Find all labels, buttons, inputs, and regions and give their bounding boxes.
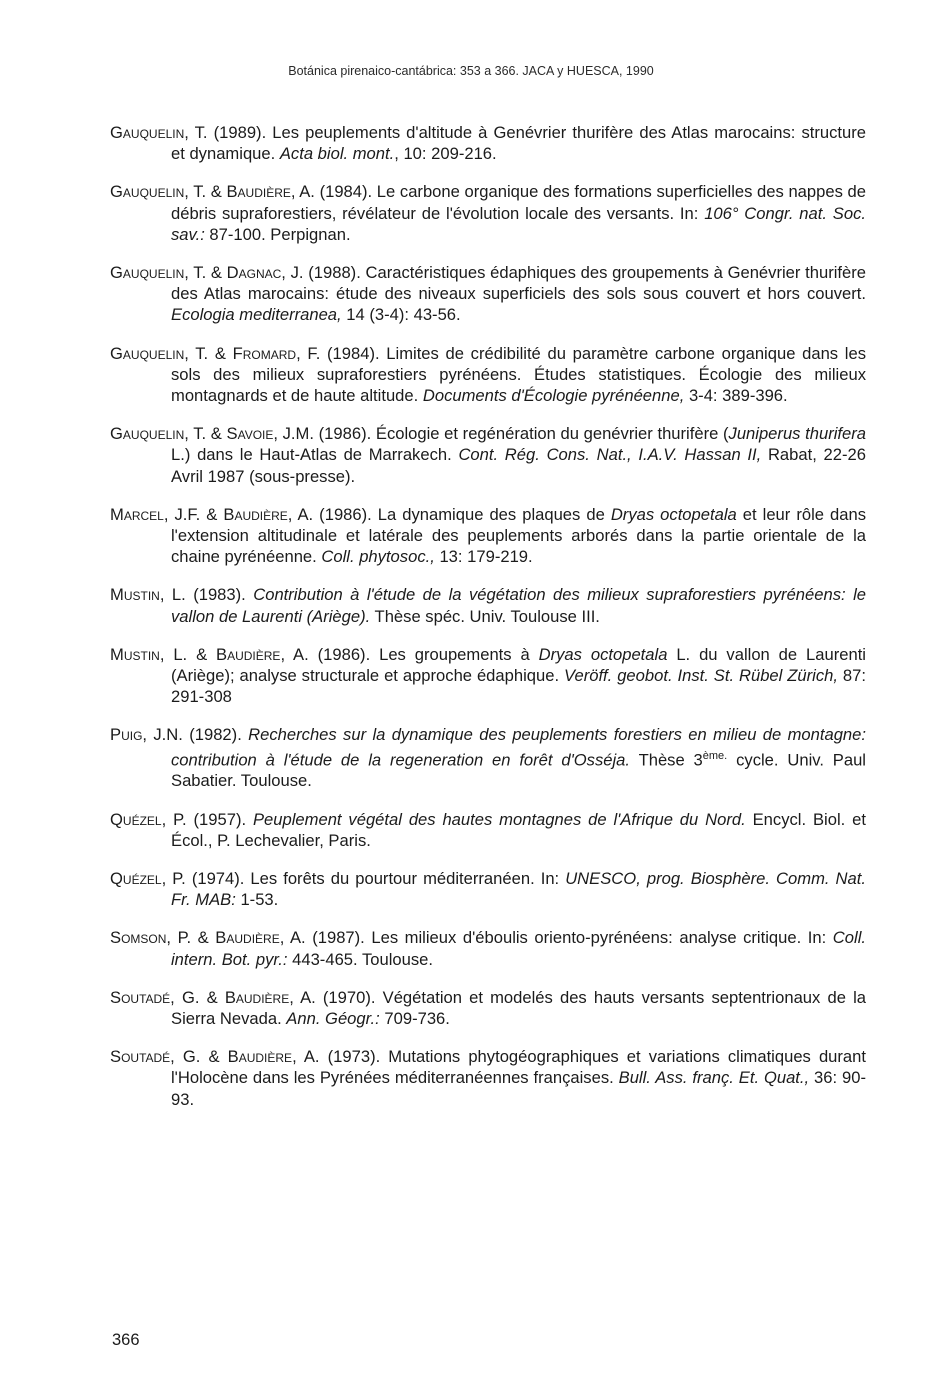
- reference-journal: 106° Congr. nat. Soc. sav.:: [171, 203, 866, 244]
- reference-item: [110, 181, 866, 245]
- reference-journal: Coll. phytosoc.,: [321, 547, 435, 567]
- reference-authors: Puig, J.N.: [110, 725, 183, 745]
- reference-journal: Coll. intern. Bot. pyr.:: [171, 928, 866, 969]
- reference-authors: Quézel, P.: [110, 869, 186, 889]
- reference-authors: Mustin, L. & Baudière, A.: [110, 644, 309, 664]
- reference-text: (1989). Les peuplements d'altitude à Genévrier thurifère des Atlas marocains: structure et dynamique.: [171, 123, 866, 164]
- reference-text: (1984). Le carbone organique des formations superficielles des nappes de débris supraforestiers, révélateur de l'évolution locale des versants. In:: [171, 182, 866, 223]
- reference-journal: Veröff. geobot. Inst. St. Rübel Zürich,: [564, 666, 838, 686]
- reference-text: (1982).: [182, 725, 249, 745]
- reference-tail: , 10: 209-216.: [394, 144, 497, 164]
- reference-superscript: ème.: [702, 749, 728, 762]
- reference-journal: Ann. Géogr.:: [286, 1009, 380, 1029]
- reference-text: (1988). Caractéristiques édaphiques des groupements à Genévrier thurifère des Atlas marocains: étude des niveaux superficiels des sols sous couvert et hors couvert.: [171, 263, 867, 304]
- reference-text-2: L.) dans le Haut-Atlas de Marrakech.: [171, 445, 459, 465]
- reference-text: (1986). Écologie et regénération du genévrier thurifère (: [313, 424, 729, 444]
- reference-tail: Encycl. Biol. et Écol., P. Lechevalier, Paris.: [171, 809, 866, 850]
- reference-text: (1987). Les milieux d'éboulis oriento-pyrénéens: analyse critique. In:: [305, 928, 833, 948]
- reference-species: Juniperus thurifera: [728, 424, 866, 444]
- reference-item: [110, 927, 866, 969]
- reference-authors: Quézel, P.: [110, 809, 187, 829]
- reference-tail: Rabat, 22-26 Avril 1987 (sous-presse).: [171, 445, 866, 486]
- reference-text-2: Thèse 3: [630, 750, 703, 770]
- reference-journal: Cont. Rég. Cons. Nat., I.A.V. Hassan II,: [458, 445, 762, 465]
- reference-text: (1986). Les groupements à: [308, 644, 539, 664]
- reference-text: (1974). Les forêts du pourtour méditerranéen. In:: [185, 869, 566, 889]
- reference-tail: 13: 179-219.: [434, 547, 533, 567]
- reference-item: [110, 644, 866, 708]
- reference-text: (1984). Limites de crédibilité du paramètre carbone organique dans les sols des milieux supraforestiers pyrénéens. Études statistiques. Écologie des milieux montagnards et de haute altitude.: [171, 343, 866, 406]
- reference-journal: Documents d'Écologie pyrénéenne,: [422, 386, 685, 406]
- reference-authors: Gauquelin, T. & Dagnac, J.: [110, 263, 304, 283]
- page-number: 366: [112, 1331, 140, 1349]
- reference-authors: Gauquelin, T.: [110, 123, 208, 142]
- reference-item: [110, 122, 866, 164]
- reference-title: Peuplement végétal des hautes montagnes de l'Afrique du Nord.: [252, 809, 746, 829]
- reference-journal: UNESCO, prog. Biosphère. Comm. Nat. Fr. MAB:: [171, 869, 866, 910]
- reference-item: [110, 987, 866, 1029]
- reference-authors: Gauquelin, T. & Baudière, A.: [110, 182, 315, 202]
- reference-item: [110, 343, 866, 407]
- reference-authors: Gauquelin, T. & Fromard, F.: [110, 343, 321, 363]
- reference-item: [110, 809, 866, 851]
- reference-authors: Mustin, L.: [110, 585, 186, 605]
- reference-authors: Somson, P. & Baudière, A.: [110, 928, 306, 948]
- reference-item: [110, 423, 866, 487]
- reference-tail: 14 (3-4): 43-56.: [341, 305, 461, 325]
- reference-item: [110, 262, 866, 326]
- reference-text-2: et leur rôle dans l'extension altitudinale et latérale des peuplements arborés dans la partie orientale de la chaine pyrénéenne.: [171, 504, 866, 567]
- reference-tail: Thèse spéc. Univ. Toulouse III.: [370, 606, 600, 626]
- reference-text: (1957).: [186, 809, 253, 829]
- reference-tail: 443-465. Toulouse.: [287, 949, 433, 969]
- reference-tail: 87: 291-308: [171, 666, 866, 707]
- reference-item: [110, 868, 866, 910]
- reference-text-2: L. du vallon de Laurenti (Ariège); analyse structurale et approche édaphique.: [171, 644, 866, 686]
- reference-item: [110, 1046, 866, 1110]
- running-header: Botánica pirenaico-cantábrica: 353 a 366. JACA y HUESCA, 1990: [288, 64, 654, 78]
- reference-journal: Ecologia mediterranea,: [171, 305, 342, 325]
- reference-journal: Bull. Ass. franç. Et. Quat.,: [618, 1068, 810, 1088]
- reference-title: Contribution à l'étude de la végétation des milieux supraforestiers pyrénéens: le vallon de Laurenti (Ariège).: [171, 585, 866, 626]
- reference-tail: 709-736.: [379, 1009, 450, 1029]
- reference-authors: Marcel, J.F. & Baudière, A.: [110, 504, 314, 524]
- reference-authors: Gauquelin, T. & Savoie, J.M.: [110, 424, 314, 444]
- reference-tail: 36: 90-93.: [171, 1068, 866, 1109]
- reference-list: [110, 122, 866, 1127]
- reference-journal: Acta biol. mont.: [279, 144, 395, 164]
- reference-item: [110, 504, 866, 568]
- reference-text: (1973). Mutations phytogéographiques et variations climatiques durant l'Holocène dans les Pyrénées méditerranéennes françaises.: [171, 1047, 866, 1088]
- reference-text: (1986). La dynamique des plaques de: [313, 504, 611, 524]
- reference-title: Recherches sur la dynamique des peuplements forestiers en milieu de montagne: contribution à l'étude de la regeneration en forêt d'Osséja.: [171, 725, 866, 770]
- reference-authors: Soutadé, G. & Baudière, A.: [110, 987, 316, 1007]
- reference-species: Dryas octopetala: [538, 644, 668, 664]
- reference-tail: 3-4: 389-396.: [684, 386, 788, 406]
- reference-text: (1970). Végétation et modelés des hauts versants septentrionaux de la Sierra Nevada.: [171, 987, 866, 1029]
- reference-authors: Soutadé, G. & Baudière, A.: [110, 1047, 320, 1067]
- reference-tail: 1-53.: [235, 890, 279, 910]
- reference-text: (1983).: [185, 585, 254, 605]
- reference-tail: 87-100. Perpignan.: [204, 224, 351, 244]
- reference-item: [110, 724, 866, 791]
- reference-species: Dryas octopetala: [610, 504, 737, 524]
- reference-tail: cycle. Univ. Paul Sabatier. Toulouse.: [171, 750, 866, 791]
- reference-item: [110, 584, 866, 626]
